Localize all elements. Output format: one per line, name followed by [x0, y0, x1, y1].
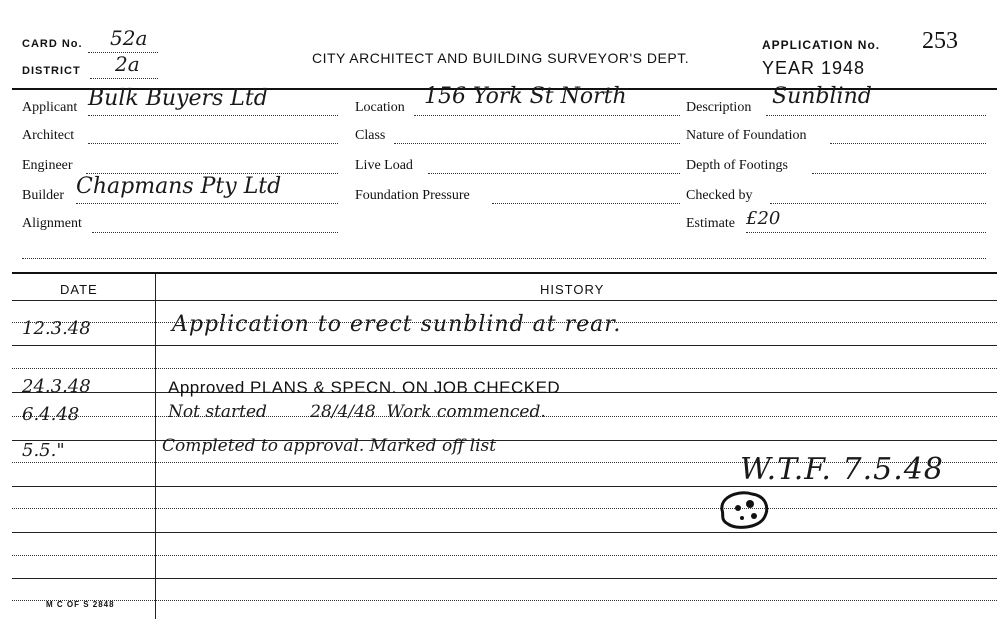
date-column-header: DATE [60, 282, 98, 297]
history-row-text: Approved PLANS & SPECN. ON JOB CHECKED [168, 378, 561, 397]
history-row-date: 5.5." [22, 440, 65, 461]
ink-blot-icon [712, 486, 774, 532]
live-load-label: Live Load [355, 158, 413, 173]
architect-label: Architect [22, 128, 75, 143]
estimate-label: Estimate [686, 216, 735, 231]
description-label: Description [686, 100, 752, 115]
card-no-value: 52a [110, 26, 148, 50]
year-label: YEAR 1948 [762, 58, 866, 78]
form-code: M C OF S 2848 [46, 600, 115, 609]
depth-footings-label: Depth of Footings [686, 158, 788, 173]
department-title: CITY ARCHITECT AND BUILDING SURVEYOR'S DEPT. [312, 50, 690, 66]
history-row-text: Application to erect sunblind at rear. [172, 312, 622, 337]
district-value: 2a [115, 52, 140, 76]
estimate-value: £20 [746, 208, 781, 229]
history-row-text: Not started 28/4/48 Work commenced. [168, 402, 546, 422]
alignment-label: Alignment [22, 216, 82, 231]
applicant-label: Applicant [22, 100, 78, 115]
history-row-text: Completed to approval. Marked off list [162, 436, 497, 456]
builder-label: Builder [22, 188, 64, 203]
card-no-label: CARD No. [22, 38, 83, 50]
district-label: DISTRICT [22, 65, 81, 77]
history-row-date: 12.3.48 [22, 318, 91, 339]
history-row-date: 6.4.48 [22, 404, 80, 425]
history-column-header: HISTORY [540, 282, 605, 297]
builder-value: Chapmans Pty Ltd [76, 174, 282, 199]
application-no-value: 253 [922, 28, 958, 54]
engineer-label: Engineer [22, 158, 73, 173]
checked-by-label: Checked by [686, 188, 753, 203]
description-value: Sunblind [772, 84, 872, 109]
foundation-pressure-label: Foundation Pressure [355, 188, 470, 203]
location-label: Location [355, 100, 405, 115]
nature-foundation-label: Nature of Foundation [686, 128, 807, 143]
application-no-label: APPLICATION No. [762, 38, 881, 52]
class-label: Class [355, 128, 386, 143]
location-value: 156 York St North [424, 84, 627, 109]
applicant-value: Bulk Buyers Ltd [88, 86, 268, 111]
signature: W.T.F. 7.5.48 [740, 452, 944, 487]
history-row-date: 24.3.48 [22, 376, 91, 397]
